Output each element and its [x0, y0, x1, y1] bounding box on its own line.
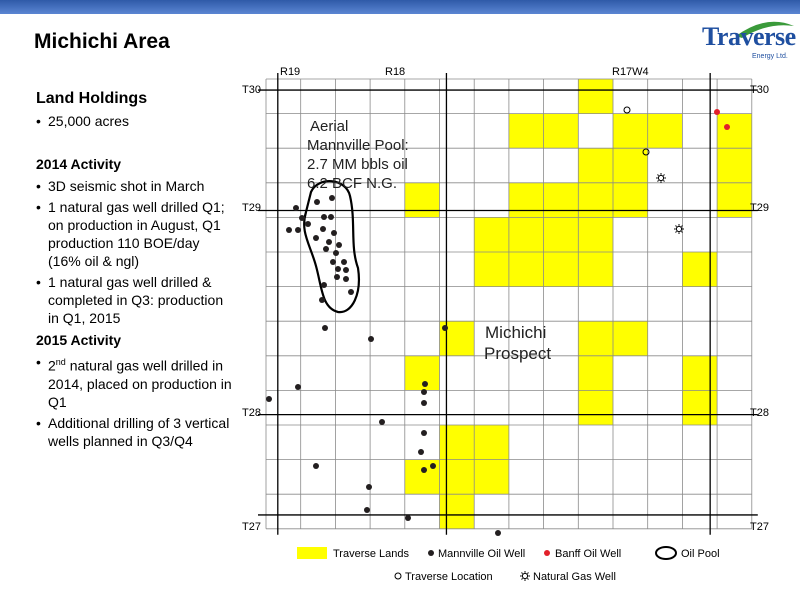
list-item: • 25,000 acres	[36, 112, 236, 130]
traverse-land-section	[717, 183, 752, 218]
mannville-oil-well	[286, 227, 292, 233]
mannville-oil-well	[295, 227, 301, 233]
list-item: • 2nd natural gas well drilled in 2014, placed on production in Q1	[36, 353, 236, 411]
traverse-location-icon	[395, 573, 401, 579]
mannville-oil-well	[336, 242, 342, 248]
pool-annotation-line: 6.2 BCF N.G.	[307, 175, 398, 192]
activity-2014-heading: 2014 Activity	[36, 156, 122, 172]
logo-subtitle: Energy Ltd.	[752, 53, 788, 60]
traverse-land-section	[578, 321, 613, 356]
land-holdings-heading: Land Holdings	[36, 90, 148, 107]
natural-gas-well	[674, 224, 684, 234]
traverse-land-section	[717, 114, 752, 149]
traverse-land-section	[613, 321, 648, 356]
traverse-land-section	[613, 148, 648, 183]
mannville-oil-well	[322, 325, 328, 331]
traverse-land-section	[682, 356, 717, 391]
pool-annotation-line: Aerial	[310, 118, 349, 135]
traverse-land-section	[682, 390, 717, 425]
logo-name: Traverse	[702, 22, 796, 51]
activity-2015-heading: 2015 Activity	[36, 332, 122, 348]
mannville-oil-well	[266, 396, 272, 402]
mannville-oil-well	[320, 226, 326, 232]
traverse-land-section	[474, 460, 509, 495]
mannville-oil-well	[328, 214, 334, 220]
mannville-oil-well	[326, 239, 332, 245]
prospect-annotation-line: Prospect	[484, 344, 552, 363]
natural-gas-well-icon	[520, 571, 530, 581]
natural-gas-well-rays	[656, 173, 666, 183]
legend-label: Traverse Lands	[333, 548, 410, 560]
traverse-lands-swatch	[297, 547, 327, 559]
page-title: Michichi Area	[34, 30, 170, 53]
traverse-land-section	[544, 183, 579, 218]
mannville-oil-well	[293, 205, 299, 211]
oil-pool-icon	[656, 547, 676, 559]
traverse-land-section	[613, 114, 648, 149]
mannville-oil-well	[418, 449, 424, 455]
range-label: R18	[385, 66, 406, 78]
mannville-oil-well	[343, 267, 349, 273]
mannville-oil-well	[421, 467, 427, 473]
mannville-oil-well	[343, 276, 349, 282]
list-item: • 3D seismic shot in March	[36, 177, 236, 195]
township-label: T27	[750, 521, 769, 533]
prospect-annotation	[484, 323, 551, 363]
banff-oil-well-icon	[544, 550, 550, 556]
traverse-land-section	[578, 217, 613, 252]
mannville-oil-well	[364, 507, 370, 513]
traverse-land-section	[544, 114, 579, 149]
mannville-oil-well	[405, 515, 411, 521]
legend-label: Banff Oil Well	[555, 548, 622, 560]
mannville-oil-well	[442, 325, 448, 331]
banff-oil-well	[714, 109, 720, 115]
list-item: • Additional drilling of 3 vertical wells planned in Q3/Q4	[36, 414, 236, 450]
traverse-land-section	[405, 356, 440, 391]
natural-gas-well-ring	[658, 175, 663, 180]
legend-label: Natural Gas Well	[533, 571, 616, 583]
pool-annotation-line: Mannville Pool:	[307, 137, 409, 154]
mannville-oil-well	[305, 221, 311, 227]
legend-label: Oil Pool	[681, 548, 720, 560]
mannville-oil-well	[330, 259, 336, 265]
mannville-oil-well	[341, 259, 347, 265]
township-label: T30	[242, 84, 261, 96]
township-label: T29	[750, 202, 769, 214]
traverse-land-section	[474, 252, 509, 287]
mannville-oil-well	[313, 235, 319, 241]
traverse-location	[624, 107, 630, 113]
traverse-land-section	[509, 252, 544, 287]
mannville-oil-well	[379, 419, 385, 425]
mannville-oil-well-icon	[428, 550, 434, 556]
mannville-oil-well	[333, 250, 339, 256]
traverse-land-section	[440, 425, 475, 460]
traverse-land-section	[717, 148, 752, 183]
mannville-oil-well	[421, 389, 427, 395]
traverse-land-section	[613, 183, 648, 218]
mannville-oil-well	[368, 336, 374, 342]
traverse-land-section	[405, 183, 440, 218]
traverse-land-section	[440, 460, 475, 495]
mannville-oil-well	[430, 463, 436, 469]
mannville-oil-well	[331, 230, 337, 236]
natural-gas-well	[656, 173, 666, 183]
traverse-land-section	[440, 494, 475, 529]
natural-gas-well-rays	[674, 224, 684, 234]
mannville-oil-well	[421, 430, 427, 436]
mannville-oil-well	[314, 199, 320, 205]
natural-gas-well-ring	[676, 226, 681, 231]
traverse-land-section	[578, 183, 613, 218]
traverse-land-section	[578, 252, 613, 287]
pool-annotation-line: 2.7 MM bbls oil	[307, 156, 408, 173]
prospect-annotation-line: Michichi	[485, 323, 547, 342]
traverse-land-section	[509, 217, 544, 252]
banff-oil-well	[724, 124, 730, 130]
mannville-oil-well	[299, 215, 305, 221]
legend-label: Mannville Oil Well	[438, 548, 526, 560]
traverse-land-section	[682, 252, 717, 287]
mannville-oil-well	[323, 246, 329, 252]
traverse-land-section	[509, 183, 544, 218]
traverse-land-section	[578, 356, 613, 391]
traverse-land-section	[474, 217, 509, 252]
township-label: T29	[242, 202, 261, 214]
township-label: T30	[750, 84, 769, 96]
traverse-land-section	[544, 217, 579, 252]
mannville-oil-well	[366, 484, 372, 490]
traverse-land-section	[578, 79, 613, 114]
mannville-oil-well	[348, 289, 354, 295]
mannville-oil-well	[313, 463, 319, 469]
township-label: T28	[242, 407, 261, 419]
list-item: • 1 natural gas well drilled & completed in Q3: production in Q1, 2015	[36, 273, 236, 327]
list-item: • 1 natural gas well drilled Q1; on production in August, Q1 production 110 BOE/day (16% oil & ngl)	[36, 198, 236, 270]
mannville-oil-well	[421, 400, 427, 406]
traverse-land-section	[648, 114, 683, 149]
map-legend	[297, 547, 720, 583]
pool-annotation	[307, 118, 409, 192]
mannville-oil-well	[334, 274, 340, 280]
mannville-oil-well	[295, 384, 301, 390]
mannville-oil-well	[422, 381, 428, 387]
traverse-land-section	[578, 390, 613, 425]
mannville-oil-well	[321, 214, 327, 220]
traverse-land-section	[509, 114, 544, 149]
traverse-land-section	[578, 148, 613, 183]
township-label: T28	[750, 407, 769, 419]
mannville-oil-well	[495, 530, 501, 536]
mannville-oil-well	[319, 297, 325, 303]
mannville-oil-well	[321, 282, 327, 288]
traverse-land-section	[544, 252, 579, 287]
mannville-oil-well	[329, 195, 335, 201]
legend-label: Traverse Location	[405, 571, 493, 583]
traverse-land-section	[474, 425, 509, 460]
range-label: R17W4	[612, 66, 649, 78]
mannville-oil-well	[335, 266, 341, 272]
range-label: R19	[280, 66, 301, 78]
township-label: T27	[242, 521, 261, 533]
